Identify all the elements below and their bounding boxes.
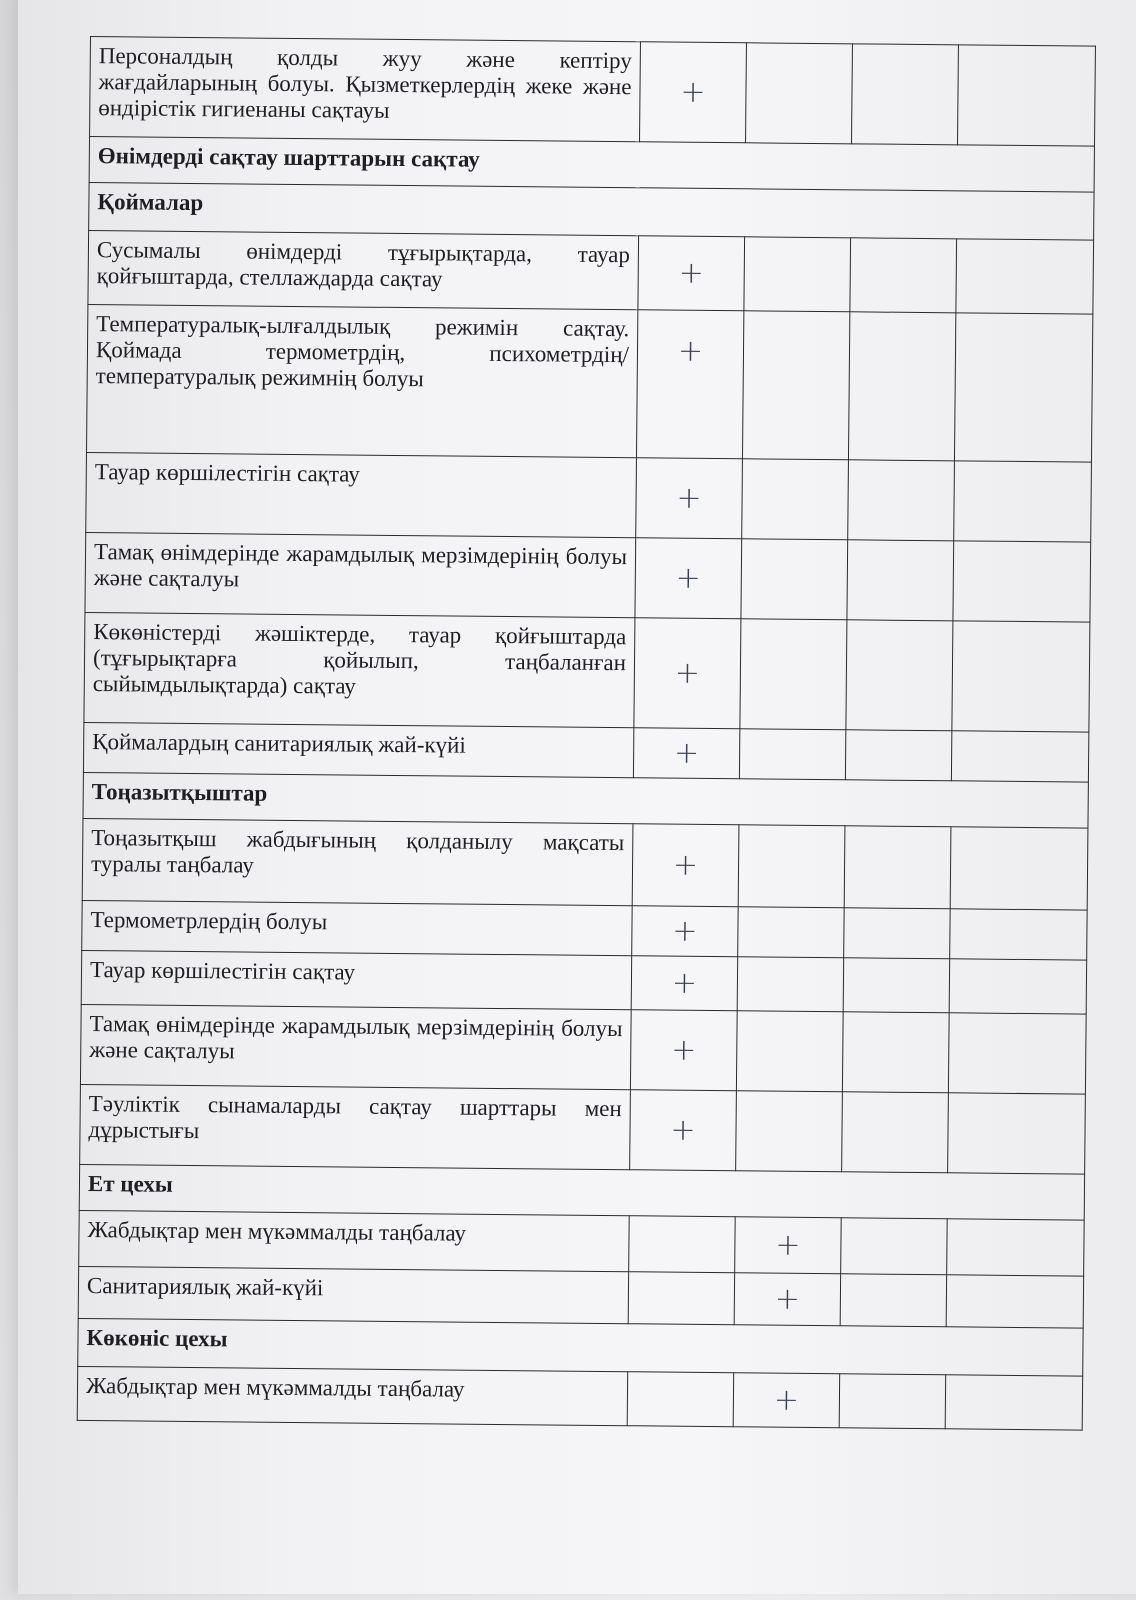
empty-cell (842, 1012, 949, 1093)
checklist-row (80, 1004, 1086, 1094)
empty-cell (741, 539, 848, 620)
check-mark: + (633, 728, 739, 779)
criterion-text: Термометрлердің болуы (82, 900, 632, 955)
empty-cell (956, 239, 1094, 314)
empty-cell (737, 957, 844, 1012)
section-heading: Ет цехы (79, 1164, 1084, 1220)
check-mark: + (636, 458, 743, 539)
checklist-row (82, 818, 1088, 910)
checklist-row (85, 532, 1091, 622)
empty-cell (847, 540, 954, 621)
criterion-text: Көкөністерді жәшіктерде, тауар қойғыштарда (тұғырықтарға қойылып, таңбаланған сыйымдылықтарда) сақтау (84, 612, 635, 727)
empty-cell (841, 1218, 948, 1275)
empty-cell (738, 907, 844, 958)
checklist-table (77, 36, 1096, 1431)
check-mark: + (635, 538, 742, 619)
empty-cell (744, 237, 851, 312)
empty-cell (952, 621, 1090, 732)
checklist-row (87, 304, 1093, 462)
criterion-text: Тауар көршілестігін сақтау (81, 950, 631, 1009)
check-mark: + (630, 1010, 737, 1091)
empty-cell (839, 1374, 946, 1429)
empty-cell (948, 1093, 1086, 1174)
check-mark: + (630, 1090, 737, 1171)
empty-cell (852, 44, 959, 145)
checklist-row (79, 1210, 1084, 1276)
empty-cell (954, 461, 1092, 542)
check-mark: + (632, 824, 739, 907)
empty-cell (951, 731, 1088, 782)
empty-cell (742, 311, 849, 460)
criterion-text: Қоймалардың санитариялық жай-күйі (83, 722, 633, 777)
check-mark: + (636, 310, 743, 459)
criterion-text: Тәуліктік сынамаларды сақтау шарттары мен дұрыстығы (80, 1084, 631, 1169)
paper-page (18, 0, 1136, 1594)
empty-cell (736, 1011, 843, 1092)
check-mark: + (638, 236, 745, 311)
empty-cell (957, 45, 1095, 146)
empty-cell (848, 312, 955, 461)
empty-cell (848, 460, 955, 541)
empty-cell (844, 908, 950, 959)
empty-cell (948, 1013, 1086, 1094)
empty-cell (947, 1219, 1085, 1276)
check-mark: + (734, 1273, 840, 1326)
empty-cell (739, 729, 845, 780)
empty-cell (628, 1272, 734, 1325)
checklist-row (80, 1084, 1086, 1174)
empty-cell (846, 620, 953, 731)
checklist-row (81, 950, 1086, 1014)
section-heading: Тоңазытқыштар (83, 772, 1088, 828)
empty-cell (842, 1092, 949, 1173)
criterion-text: Сусымалы өнімдерді тұғырықтарда, тауар қойғыштарда, стеллаждарда сақтау (88, 230, 639, 309)
empty-cell (629, 1216, 736, 1273)
checklist-sheet (77, 36, 1096, 1431)
empty-cell (950, 827, 1088, 910)
check-mark: + (735, 1217, 842, 1274)
empty-cell (946, 1275, 1083, 1328)
criterion-text: Тоңазытқыш жабдығының қолданылу мақсаты туралы таңбалау (82, 818, 633, 905)
checklist-row (78, 1266, 1083, 1328)
criterion-text: Жабдықтар мен мүкәммалды таңбалау (77, 1366, 627, 1425)
empty-cell (850, 238, 957, 313)
criterion-text: Температуралық-ылғалдылық режимін сақтау. Қоймада термометрдің, психометрдің/температуралық режимнің болуы (87, 304, 638, 457)
checklist-row (88, 230, 1094, 314)
empty-cell (627, 1372, 734, 1427)
section-heading: Көкөніс цехы (78, 1318, 1083, 1376)
checklist-row (86, 452, 1092, 542)
criterion-text: Тауар көршілестігін сақтау (86, 452, 637, 537)
empty-cell (945, 1375, 1083, 1430)
empty-cell (954, 313, 1092, 462)
criterion-text: Тамақ өнімдерінде жарамдылық мерзімдерінің болуы және сақталуы (80, 1004, 631, 1089)
section-heading: Қоймалар (89, 182, 1094, 240)
empty-cell (736, 1091, 843, 1172)
check-mark: + (631, 956, 738, 1011)
empty-cell (844, 826, 951, 909)
empty-cell (746, 43, 853, 144)
checklist-row (84, 612, 1090, 732)
criterion-text: Тамақ өнімдерінде жарамдылық мерзімдерінің болуы және сақталуы (85, 532, 636, 617)
check-mark: + (634, 618, 741, 729)
empty-cell (740, 619, 847, 730)
empty-cell (738, 825, 845, 908)
empty-cell (843, 958, 950, 1013)
empty-cell (742, 459, 849, 540)
empty-cell (953, 541, 1091, 622)
check-mark: + (640, 42, 747, 143)
check-mark: + (733, 1373, 840, 1428)
check-mark: + (632, 906, 738, 957)
checklist-row (77, 1366, 1082, 1430)
empty-cell (840, 1274, 946, 1327)
checklist-row (90, 37, 1096, 147)
empty-cell (845, 730, 951, 781)
empty-cell (950, 909, 1087, 960)
empty-cell (949, 959, 1087, 1014)
criterion-text: Санитариялық жай-күйі (78, 1266, 628, 1323)
section-heading: Өнімдерді сақтау шарттарын сақтау (89, 137, 1094, 193)
criterion-text: Жабдықтар мен мүкәммалды таңбалау (79, 1210, 630, 1271)
criterion-text: Персоналдың қолды жуу және кептіру жағдайларының болуы. Қызметкерлердің жеке және өндірістік гигиенаны сақтауы (90, 37, 641, 142)
